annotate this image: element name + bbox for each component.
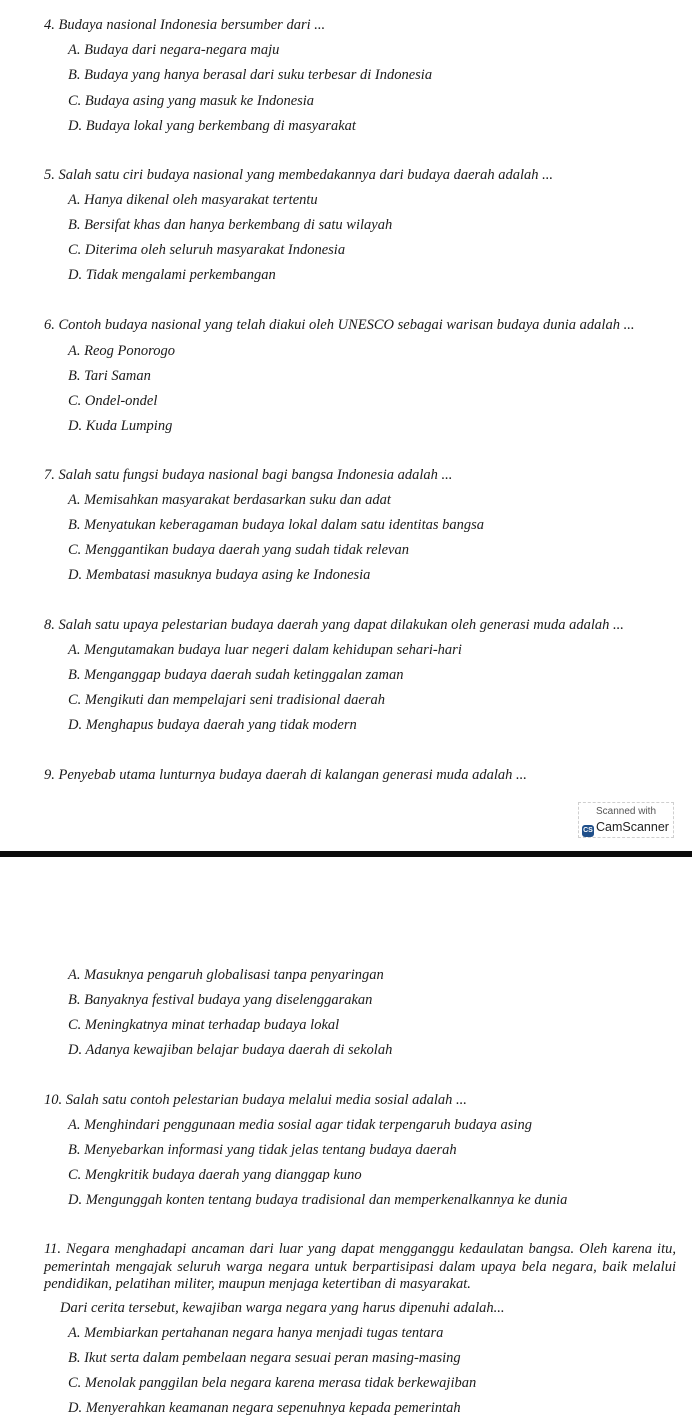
question-10-option-d: D. Mengunggah konten tentang budaya tradisional dan memperkenalkannya ke dunia (68, 1192, 568, 1208)
question-9-stem: 9. Penyebab utama lunturnya budaya daerah di kalangan generasi muda adalah ... (44, 767, 527, 783)
question-5-stem: 5. Salah satu ciri budaya nasional yang membedakannya dari budaya daerah adalah ... (44, 167, 554, 183)
question-5-option-b: B. Bersifat khas dan hanya berkembang di satu wilayah (68, 217, 393, 233)
camscanner-brand (582, 820, 669, 837)
question-6-option-a: A. Reog Ponorogo (68, 343, 175, 359)
question-9-option-b: B. Banyaknya festival budaya yang diselenggarakan (68, 992, 373, 1008)
question-8-option-c: C. Mengikuti dan mempelajari seni tradisional daerah (68, 692, 385, 708)
question-11-prompt: Dari cerita tersebut, kewajiban warga negara yang harus dipenuhi adalah... (60, 1300, 505, 1316)
question-6-option-c: C. Ondel-ondel (68, 393, 158, 409)
question-6-option-d: D. Kuda Lumping (68, 418, 173, 434)
camscanner-logo-icon: CS (582, 825, 594, 837)
question-7-option-d: D. Membatasi masuknya budaya asing ke Indonesia (68, 567, 371, 583)
question-4-stem: 4. Budaya nasional Indonesia bersumber dari ... (44, 17, 326, 33)
question-5-option-a: A. Hanya dikenal oleh masyarakat tertentu (68, 192, 318, 208)
question-4-option-b: B. Budaya yang hanya berasal dari suku terbesar di Indonesia (68, 67, 433, 83)
question-10-option-b: B. Menyebarkan informasi yang tidak jelas tentang budaya daerah (68, 1142, 457, 1158)
question-9-option-a: A. Masuknya pengaruh globalisasi tanpa penyaringan (68, 967, 384, 983)
question-7-stem: 7. Salah satu fungsi budaya nasional bagi bangsa Indonesia adalah ... (44, 467, 453, 483)
question-10-option-c: C. Mengkritik budaya daerah yang dianggap kuno (68, 1167, 362, 1183)
question-4-option-c: C. Budaya asing yang masuk ke Indonesia (68, 93, 315, 109)
camscanner-watermark (578, 802, 674, 838)
question-5-option-c: C. Diterima oleh seluruh masyarakat Indonesia (68, 242, 346, 258)
question-8-stem: 8. Salah satu upaya pelestarian budaya daerah yang dapat dilakukan oleh generasi muda adalah ... (44, 617, 624, 633)
question-8-option-d: D. Menghapus budaya daerah yang tidak modern (68, 717, 357, 733)
question-7-option-c: C. Menggantikan budaya daerah yang sudah tidak relevan (68, 542, 409, 558)
question-11-option-d: D. Menyerahkan keamanan negara sepenuhnya kepada pemerintah (68, 1400, 461, 1416)
question-4-option-a: A. Budaya dari negara-negara maju (68, 42, 280, 58)
question-11-option-b: B. Ikut serta dalam pembelaan negara sesuai peran masing-masing (68, 1350, 461, 1366)
scanned-with-text: Scanned with (595, 806, 657, 817)
question-6-option-b: B. Tari Saman (68, 368, 151, 384)
question-10-stem: 10. Salah satu contoh pelestarian budaya melalui media sosial adalah ... (44, 1092, 467, 1108)
question-11-stem: 11. Negara menghadapi ancaman dari luar yang dapat mengganggu kedaulatan bangsa. Oleh karena itu, pemerintah mengajak seluruh warga negara untuk berpartisipasi dalam upaya bela negara, baik melalui pendidikan, pelatihan militer, maupun menjaga ketertiban di masyarakat. (44, 1241, 676, 1292)
question-11-option-a: A. Membiarkan pertahanan negara hanya menjadi tugas tentara (68, 1325, 444, 1341)
question-4-option-d: D. Budaya lokal yang berkembang di masyarakat (68, 118, 356, 134)
question-9-option-c: C. Meningkatnya minat terhadap budaya lokal (68, 1017, 340, 1033)
question-11-option-c: C. Menolak panggilan bela negara karena merasa tidak berkewajiban (68, 1375, 477, 1391)
camscanner-name: CamScanner (596, 820, 669, 834)
page-separator (0, 851, 692, 857)
question-9-option-d: D. Adanya kewajiban belajar budaya daerah di sekolah (68, 1042, 393, 1058)
question-5-option-d: D. Tidak mengalami perkembangan (68, 267, 276, 283)
question-8-option-a: A. Mengutamakan budaya luar negeri dalam kehidupan sehari-hari (68, 642, 462, 658)
question-6-stem: 6. Contoh budaya nasional yang telah diakui oleh UNESCO sebagai warisan budaya dunia adalah ... (44, 317, 635, 333)
question-7-option-b: B. Menyatukan keberagaman budaya lokal dalam satu identitas bangsa (68, 517, 485, 533)
question-8-option-b: B. Menganggap budaya daerah sudah ketinggalan zaman (68, 667, 404, 683)
question-7-option-a: A. Memisahkan masyarakat berdasarkan suku dan adat (68, 492, 391, 508)
question-10-option-a: A. Menghindari penggunaan media sosial agar tidak terpengaruh budaya asing (68, 1117, 532, 1133)
